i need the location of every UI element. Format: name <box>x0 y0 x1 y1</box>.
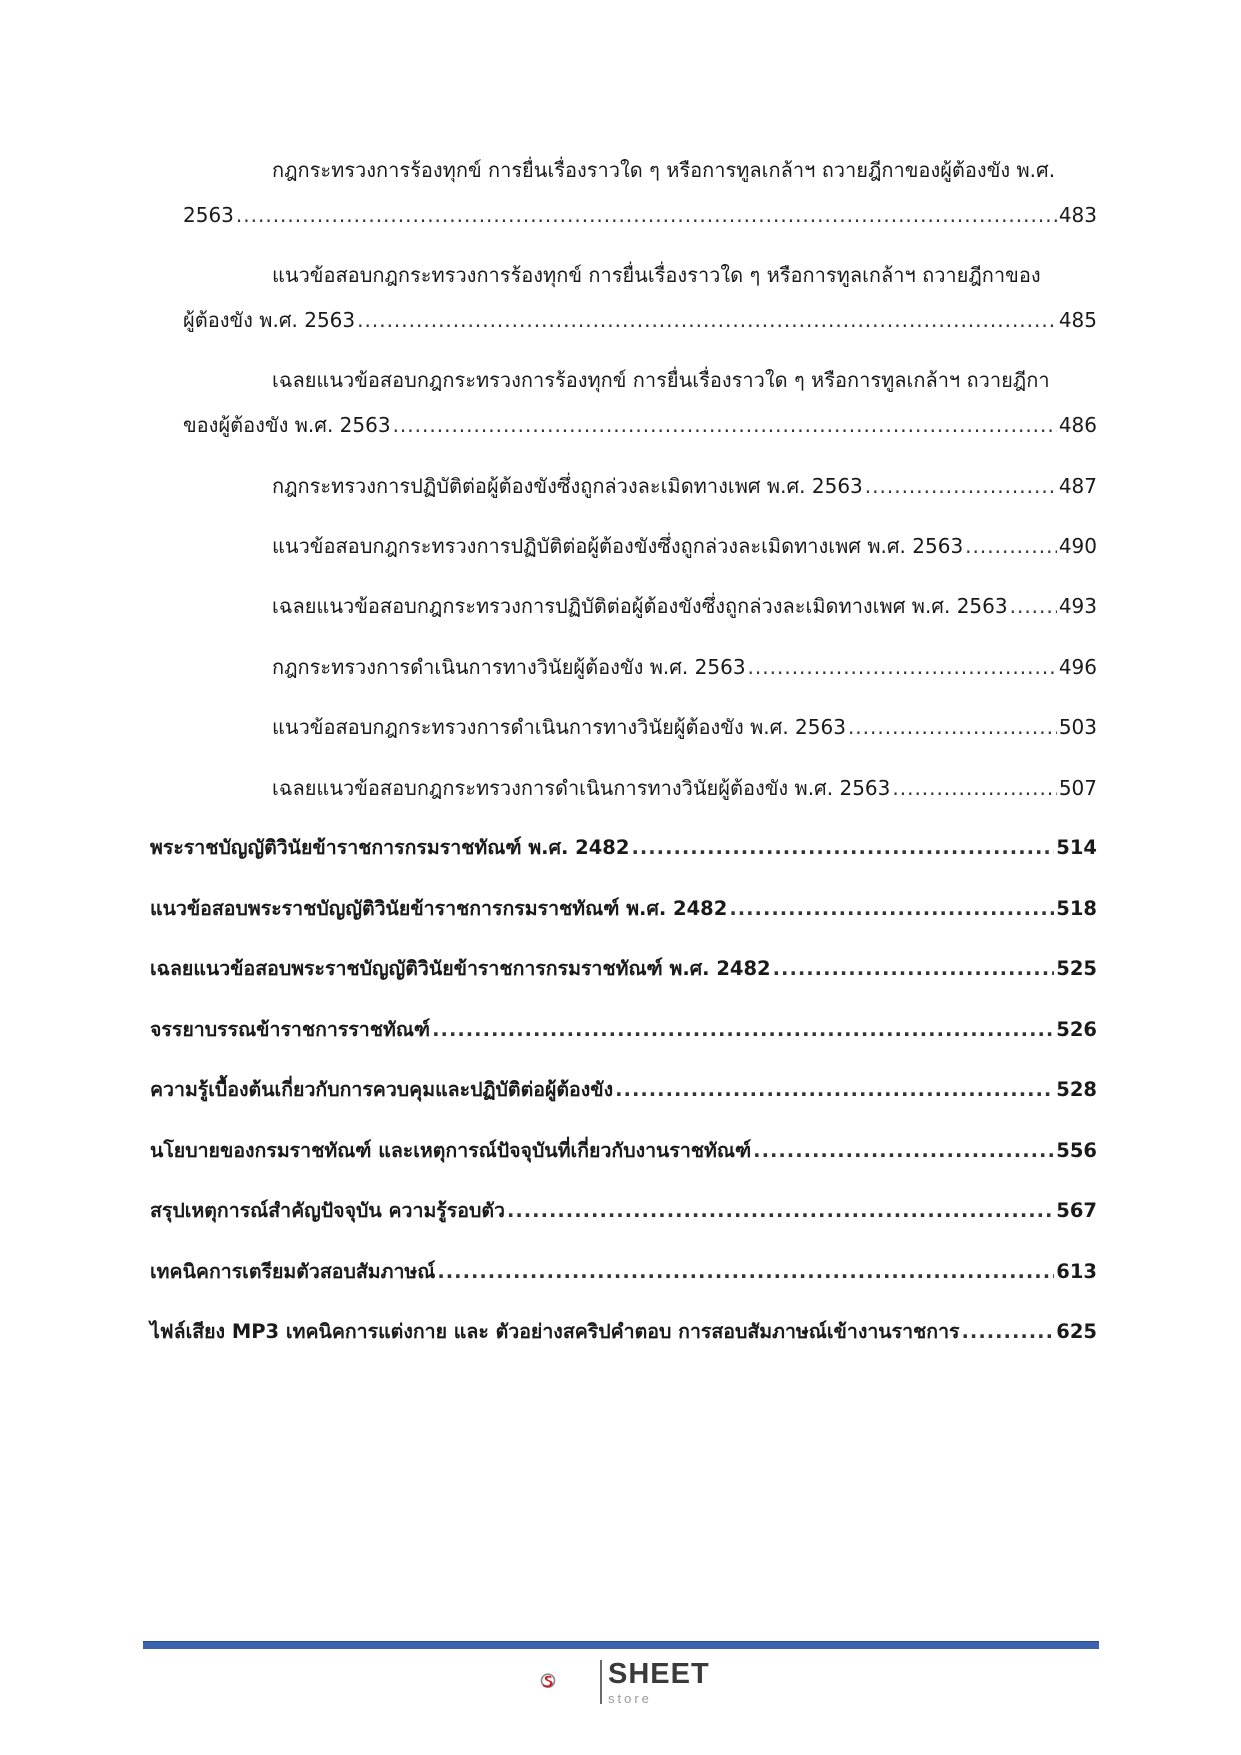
toc-page-number: 490 <box>1058 534 1097 558</box>
toc-entry-title: เฉลยแนวข้อสอบกฎกระทรวงการดำเนินการทางวินัยผู้ต้องขัง พ.ศ. 2563 <box>272 776 891 800</box>
toc-chapter-title: พระราชบัญญัติวินัยข้าราชการกรมราชทัณฑ์ พ.ศ. 2482 <box>150 836 630 859</box>
toc-page-number: 493 <box>1058 594 1097 618</box>
toc-page-number: 526 <box>1056 1018 1097 1041</box>
toc-chapter-title: เฉลยแนวข้อสอบพระราชบัญญัติวินัยข้าราชการกรมราชทัณฑ์ พ.ศ. 2482 <box>150 957 771 980</box>
toc-chapter[interactable] <box>150 1260 1097 1284</box>
toc-page-number: 625 <box>1056 1320 1097 1343</box>
toc-chapter[interactable] <box>150 897 1097 921</box>
footer-rule <box>143 1641 1099 1649</box>
leader-dots <box>892 776 1056 800</box>
toc-entry[interactable] <box>272 776 1097 800</box>
toc-page-number: 496 <box>1058 655 1097 679</box>
brand-name: SHEET <box>608 1658 710 1690</box>
toc-page-number: 483 <box>1058 203 1097 227</box>
leader-dots <box>865 474 1057 498</box>
toc-chapter-title: เทคนิคการเตรียมตัวสอบสัมภาษณ์ <box>150 1260 436 1283</box>
leader-dots <box>393 413 1057 437</box>
leader-dots <box>437 1260 1054 1284</box>
toc-entry-title: แนวข้อสอบกฎกระทรวงการปฏิบัติต่อผู้ต้องขังซึ่งถูกล่วงละเมิดทางเพศ พ.ศ. 2563 <box>272 534 964 558</box>
toc-entry-title-line2: ผู้ต้องขัง พ.ศ. 2563 <box>183 308 356 332</box>
toc-page-number: 567 <box>1056 1199 1097 1222</box>
toc-chapter[interactable] <box>150 1199 1097 1223</box>
sheet-store-s-logo-icon <box>538 1652 598 1708</box>
leader-dots <box>773 957 1055 981</box>
leader-dots <box>357 308 1057 332</box>
leader-dots <box>965 534 1057 558</box>
toc-chapter[interactable] <box>150 1320 1097 1344</box>
toc-entry-title: เฉลยแนวข้อสอบกฎกระทรวงการปฏิบัติต่อผู้ต้องขังซึ่งถูกล่วงละเมิดทางเพศ พ.ศ. 2563 <box>272 594 1008 618</box>
toc-entry-line2 <box>183 203 1097 227</box>
toc-page-number: 485 <box>1058 308 1097 332</box>
toc-chapter-title: จรรยาบรรณข้าราชการราชทัณฑ์ <box>150 1018 431 1041</box>
toc-chapter-title: ความรู้เบื้องต้นเกี่ยวกับการควบคุมและปฏิบัติต่อผู้ต้องขัง <box>150 1078 614 1101</box>
toc-page-number: 528 <box>1056 1078 1097 1101</box>
leader-dots <box>236 203 1057 227</box>
toc-entry-title: กฎกระทรวงการปฏิบัติต่อผู้ต้องขังซึ่งถูกล่วงละเมิดทางเพศ พ.ศ. 2563 <box>272 474 863 498</box>
toc-chapter[interactable] <box>150 836 1097 860</box>
toc-chapter[interactable] <box>150 957 1097 981</box>
toc-page-number: 503 <box>1058 715 1097 739</box>
toc-entry[interactable] <box>272 594 1097 618</box>
logo-divider <box>600 1660 602 1704</box>
toc-entry[interactable] <box>272 474 1097 498</box>
toc-chapter[interactable] <box>150 1078 1097 1102</box>
leader-dots <box>748 655 1057 679</box>
toc-entry-title: กฎกระทรวงการดำเนินการทางวินัยผู้ต้องขัง พ.ศ. 2563 <box>272 655 746 679</box>
toc-entry-title-line1: แนวข้อสอบกฎกระทรวงการร้องทุกข์ การยื่นเรื่องราวใด ๆ หรือการทูลเกล้าฯ ถวายฎีกาของ <box>272 263 1041 287</box>
toc-entry[interactable] <box>272 655 1097 679</box>
toc-chapter[interactable] <box>150 1139 1097 1163</box>
leader-dots <box>753 1139 1054 1163</box>
brand-subtitle: store <box>608 1691 652 1706</box>
toc-entry-title: แนวข้อสอบกฎกระทรวงการดำเนินการทางวินัยผู้ต้องขัง พ.ศ. 2563 <box>272 715 846 739</box>
toc-page-number: 507 <box>1058 776 1097 800</box>
toc-entry-line2 <box>183 413 1097 437</box>
leader-dots <box>615 1078 1054 1102</box>
toc-page-number: 556 <box>1056 1139 1097 1162</box>
toc-chapter-title: สรุปเหตุการณ์สำคัญปัจจุบัน ความรู้รอบตัว <box>150 1199 505 1222</box>
leader-dots <box>1010 594 1057 618</box>
leader-dots <box>432 1018 1054 1042</box>
toc-entry-line2 <box>183 308 1097 332</box>
toc-chapter-title: แนวข้อสอบพระราชบัญญัติวินัยข้าราชการกรมราชทัณฑ์ พ.ศ. 2482 <box>150 897 728 920</box>
toc-entry[interactable] <box>272 534 1097 558</box>
leader-dots <box>962 1320 1055 1344</box>
toc-entry-title-line2: ของผู้ต้องขัง พ.ศ. 2563 <box>183 413 391 437</box>
toc-chapter-title: ไฟล์เสียง MP3 เทคนิคการแต่งกาย และ ตัวอย่างสคริปคำตอบ การสอบสัมภาษณ์เข้างานราชการ <box>150 1320 960 1343</box>
toc-entry-title-line1: เฉลยแนวข้อสอบกฎกระทรวงการร้องทุกข์ การยื่นเรื่องราวใด ๆ หรือการทูลเกล้าฯ ถวายฎีกา <box>272 368 1050 392</box>
toc-entry[interactable] <box>272 715 1097 739</box>
toc-page-number: 486 <box>1058 413 1097 437</box>
toc-page-number: 525 <box>1056 957 1097 980</box>
toc-page-number: 518 <box>1056 897 1097 920</box>
leader-dots <box>848 715 1057 739</box>
toc-entry-title-line2: 2563 <box>183 203 234 227</box>
toc-page-number: 613 <box>1056 1260 1097 1283</box>
leader-dots <box>507 1199 1054 1223</box>
leader-dots <box>729 897 1054 921</box>
toc-entry-title-line1: กฎกระทรวงการร้องทุกข์ การยื่นเรื่องราวใด ๆ หรือการทูลเกล้าฯ ถวายฎีกาของผู้ต้องขัง พ.ศ. <box>272 158 1056 182</box>
leader-dots <box>631 836 1054 860</box>
toc-page-number: 514 <box>1056 836 1097 859</box>
toc-chapter-title: นโยบายของกรมราชทัณฑ์ และเหตุการณ์ปัจจุบันที่เกี่ยวกับงานราชทัณฑ์ <box>150 1139 752 1162</box>
toc-page-number: 487 <box>1058 474 1097 498</box>
toc-chapter[interactable] <box>150 1018 1097 1042</box>
